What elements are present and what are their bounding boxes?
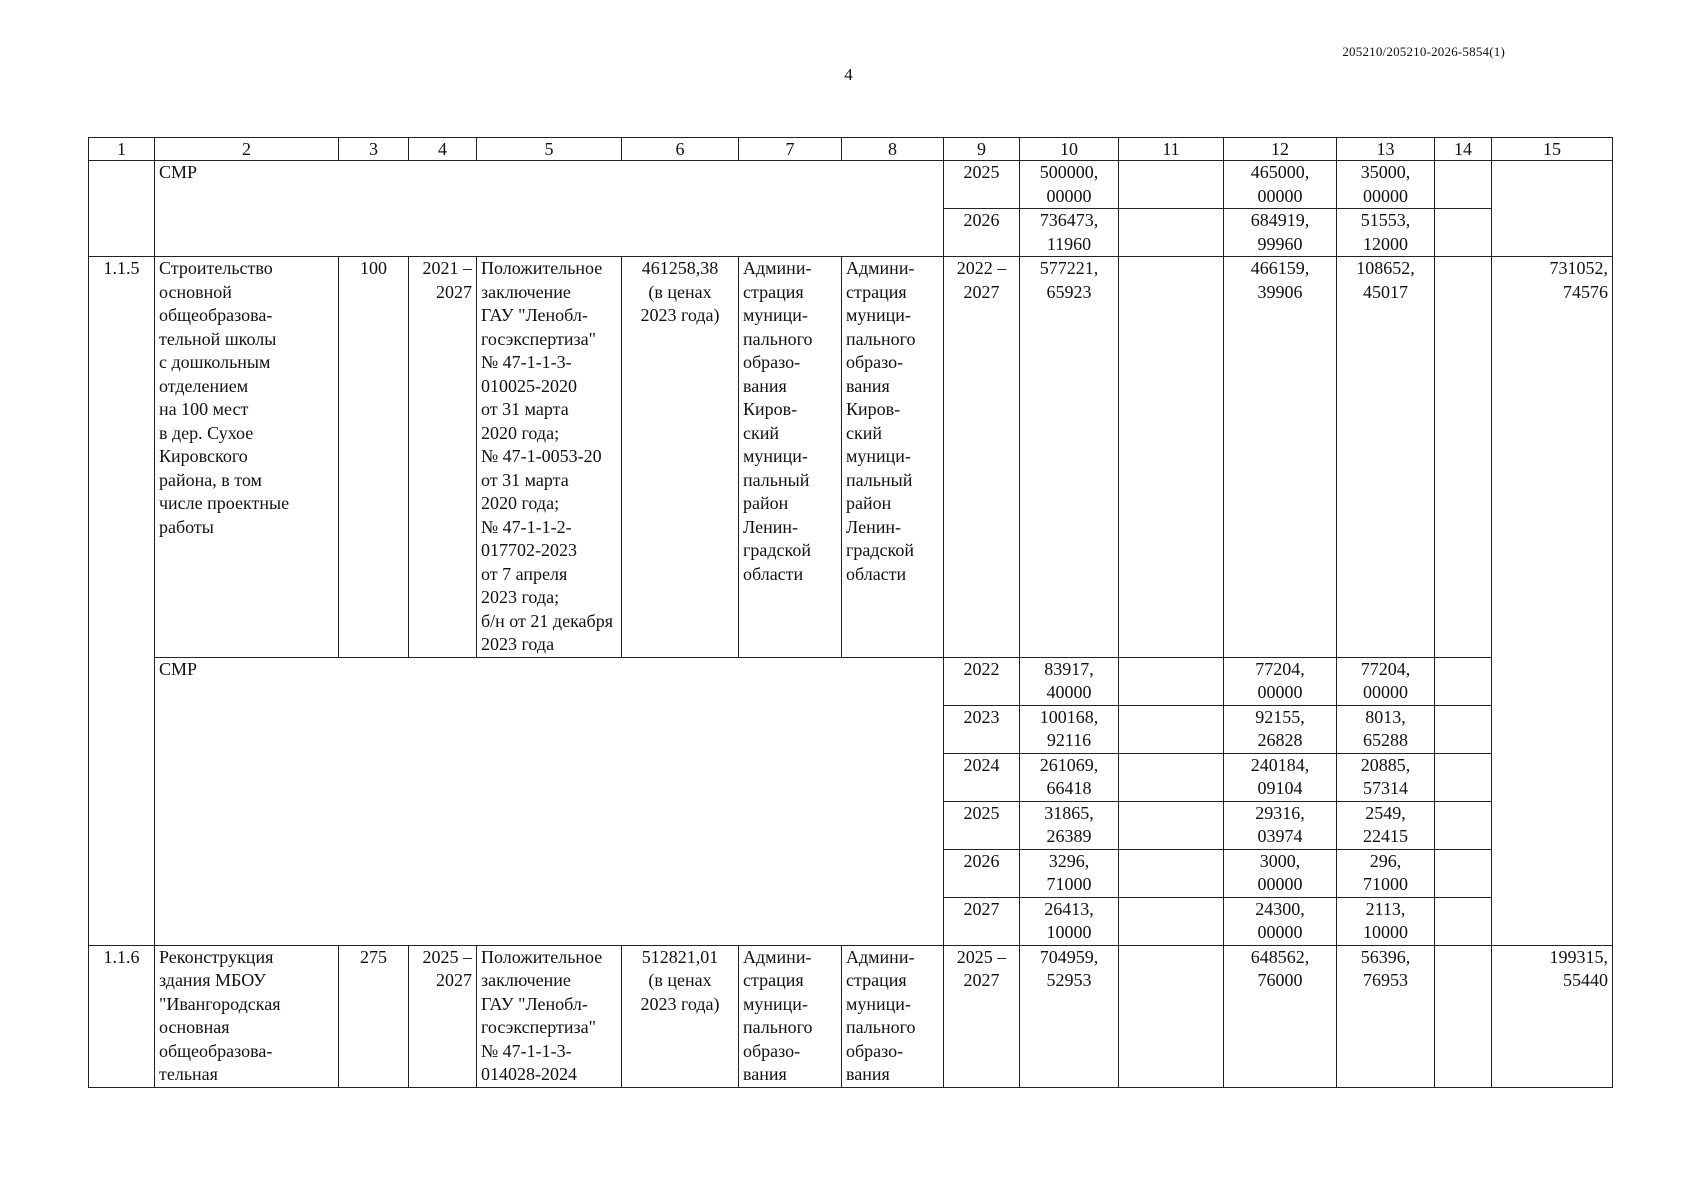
col10-value: 261069, 66418 (1020, 753, 1119, 801)
col-header: 13 (1337, 138, 1435, 161)
col12-value: 24300, 00000 (1224, 897, 1337, 945)
col-header: 2 (155, 138, 339, 161)
col10-value: 3296, 71000 (1020, 849, 1119, 897)
year-cell: 2026 (944, 209, 1020, 257)
col12-value: 3000, 00000 (1224, 849, 1337, 897)
col12-value: 684919, 99960 (1224, 209, 1337, 257)
col11-value (1119, 209, 1224, 257)
col11-value (1119, 945, 1224, 1087)
developer: Админи- страция муници- пального образо- вания Киров- ский муници- пальный район Ленин- градской области (842, 257, 944, 658)
col12-value: 92155, 26828 (1224, 705, 1337, 753)
year-cell: 2025 (944, 161, 1020, 209)
col-header: 7 (739, 138, 842, 161)
col12-value: 466159, 39906 (1224, 257, 1337, 658)
customer: Админи- страция муници- пального образо- вания (739, 945, 842, 1087)
year-cell: 2025 (944, 801, 1020, 849)
period: 2025 – 2027 (409, 945, 477, 1087)
col13-value: 2113, 10000 (1337, 897, 1435, 945)
col10-value: 577221, 65923 (1020, 257, 1119, 658)
col11-value (1119, 705, 1224, 753)
column-number-row (89, 138, 1613, 161)
col13-value: 51553, 12000 (1337, 209, 1435, 257)
funding-period: 2025 – 2027 (944, 945, 1020, 1087)
period: 2021 – 2027 (409, 257, 477, 658)
col14-value (1435, 657, 1492, 705)
col-header: 5 (477, 138, 622, 161)
col10-value: 100168, 92116 (1020, 705, 1119, 753)
col12-value: 29316, 03974 (1224, 801, 1337, 849)
document-code: 205210/205210-2026-5854(1) (1342, 44, 1505, 59)
col-header: 15 (1492, 138, 1613, 161)
year-cell: 2026 (944, 849, 1020, 897)
col10-value: 500000, 00000 (1020, 161, 1119, 209)
col-header: 12 (1224, 138, 1337, 161)
col-header: 3 (339, 138, 409, 161)
col13-value: 2549, 22415 (1337, 801, 1435, 849)
estimated-cost: 461258,38 (в ценах 2023 года) (622, 257, 739, 658)
col14-value (1435, 257, 1492, 658)
smr-label: СМР (155, 161, 944, 257)
item-number: 1.1.6 (89, 945, 155, 1087)
col15-value: 199315, 55440 (1492, 945, 1613, 1087)
empty-cell (89, 161, 155, 257)
year-cell: 2024 (944, 753, 1020, 801)
expertise: Положительное заключение ГАУ "Ленобл- госэкспертиза" № 47-1-1-3- 014028-2024 (477, 945, 622, 1087)
col-header: 10 (1020, 138, 1119, 161)
col-header: 8 (842, 138, 944, 161)
col11-value (1119, 753, 1224, 801)
smr-label: СМР (155, 657, 944, 945)
col11-value (1119, 161, 1224, 209)
year-cell: 2023 (944, 705, 1020, 753)
col-header: 4 (409, 138, 477, 161)
col14-value (1435, 897, 1492, 945)
col-header: 6 (622, 138, 739, 161)
object-name: Реконструкция здания МБОУ "Ивангородская основная общеобразова- тельная (155, 945, 339, 1087)
col11-value (1119, 257, 1224, 658)
year-cell: 2022 (944, 657, 1020, 705)
capacity: 275 (339, 945, 409, 1087)
funding-period: 2022 – 2027 (944, 257, 1020, 658)
item-number: 1.1.5 (89, 257, 155, 946)
col13-value: 56396, 76953 (1337, 945, 1435, 1087)
table-row (89, 945, 1613, 1087)
col14-value (1435, 209, 1492, 257)
col10-value: 31865, 26389 (1020, 801, 1119, 849)
col13-value: 35000, 00000 (1337, 161, 1435, 209)
col12-value: 465000, 00000 (1224, 161, 1337, 209)
col10-value: 83917, 40000 (1020, 657, 1119, 705)
object-name: Строительство основной общеобразова- тельной школы с дошкольным отделением на 100 мест в дер. Сухое Кировского района, в том числе проектные работы (155, 257, 339, 658)
year-cell: 2027 (944, 897, 1020, 945)
col14-value (1435, 753, 1492, 801)
col11-value (1119, 801, 1224, 849)
col12-value: 648562, 76000 (1224, 945, 1337, 1087)
col12-value: 77204, 00000 (1224, 657, 1337, 705)
col13-value: 77204, 00000 (1337, 657, 1435, 705)
col10-value: 26413, 10000 (1020, 897, 1119, 945)
col15-value: 731052, 74576 (1492, 257, 1613, 946)
col11-value (1119, 657, 1224, 705)
table-row (89, 257, 1613, 658)
col10-value: 704959, 52953 (1020, 945, 1119, 1087)
col13-value: 8013, 65288 (1337, 705, 1435, 753)
col15-value (1492, 161, 1613, 257)
table-row (89, 161, 1613, 209)
customer: Админи- страция муници- пального образо- вания Киров- ский муници- пальный район Ленин- градской области (739, 257, 842, 658)
col11-value (1119, 849, 1224, 897)
col14-value (1435, 705, 1492, 753)
col14-value (1435, 161, 1492, 209)
estimated-cost: 512821,01 (в ценах 2023 года) (622, 945, 739, 1087)
col13-value: 20885, 57314 (1337, 753, 1435, 801)
col13-value: 108652, 45017 (1337, 257, 1435, 658)
col-header: 11 (1119, 138, 1224, 161)
page-number: 4 (844, 65, 853, 84)
col11-value (1119, 897, 1224, 945)
col-header: 1 (89, 138, 155, 161)
col13-value: 296, 71000 (1337, 849, 1435, 897)
table-row (89, 657, 1613, 705)
col14-value (1435, 849, 1492, 897)
capacity: 100 (339, 257, 409, 658)
col12-value: 240184, 09104 (1224, 753, 1337, 801)
developer: Админи- страция муници- пального образо- вания (842, 945, 944, 1087)
col-header: 14 (1435, 138, 1492, 161)
col-header: 9 (944, 138, 1020, 161)
col14-value (1435, 945, 1492, 1087)
col10-value: 736473, 11960 (1020, 209, 1119, 257)
investment-objects-table (88, 137, 1613, 1088)
col14-value (1435, 801, 1492, 849)
expertise: Положительное заключение ГАУ "Ленобл- госэкспертиза" № 47-1-1-3- 010025-2020 от 31 марта 2020 года; № 47-1-0053-20 от 31 марта 2020 года; № 47-1-1-2- 017702-2023 от 7 апреля 2023 года; б/н от 21 декабря 2023 года (477, 257, 622, 658)
